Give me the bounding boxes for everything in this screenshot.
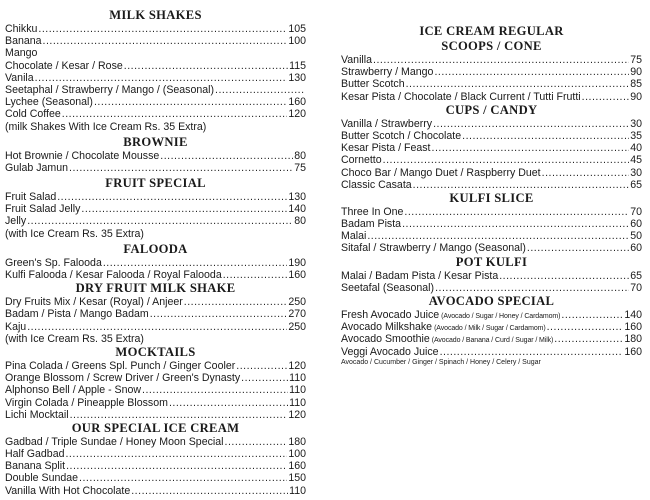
- menu-item: Strawberry / Mango ..... 90: [341, 66, 642, 78]
- menu-item: Vanilla With Hot Chocolate ..... 110: [5, 485, 306, 497]
- menu-item: Lichi Mocktail ..... 120: [5, 409, 306, 421]
- section-heading-fruit-special: FRUIT SPECIAL: [105, 176, 206, 191]
- menu-item: Sitafal / Strawberry / Mango (Seasonal) ..... 60: [341, 242, 642, 254]
- menu-item: Butter Scotch / Chocolate ..... 35: [341, 130, 642, 142]
- menu-item: Banana ..... 100: [5, 35, 306, 47]
- section-heading-brownie: BROWNIE: [123, 134, 188, 149]
- menu-item: Chikku ..... 105: [5, 23, 306, 35]
- menu-item: Vanila ..... 130: [5, 72, 306, 84]
- section-heading-milk-shakes: MILK SHAKES: [109, 8, 202, 22]
- menu-item: Avocado Smoothie (Avocado / Banana / Curd / Sugar / Milk) ..... 180: [341, 333, 642, 345]
- menu-item: Alphonso Bell / Apple - Snow ..... 110: [5, 384, 306, 396]
- menu-item: Cornetto ..... 45: [341, 154, 642, 166]
- menu-item: Double Sundae ..... 150: [5, 472, 306, 484]
- section-heading-mocktails: MOCKTAILS: [115, 344, 196, 359]
- section-heading-pot-kulfi: POT KULFI: [455, 254, 528, 269]
- menu-item: Veggi Avocado Juice ..... 160: [341, 346, 642, 358]
- menu-item: Jelly ..... 80: [5, 215, 306, 227]
- milk-shakes-list: [5, 23, 306, 133]
- section-heading-special-ice-cream: OUR SPECIAL ICE CREAM: [71, 420, 240, 435]
- menu-item: Hot Brownie / Chocolate Mousse ..... 80: [5, 150, 306, 162]
- dry-fruit-note: (with Ice Cream Rs. 35 Extra): [5, 332, 144, 345]
- menu-item: Pina Colada / Greens Spl. Punch / Ginger Cooler ..... 120: [5, 360, 306, 372]
- menu-item: Avocado Milkshake (Avocado / Milk / Sugar / Cardamom) ..... 160: [341, 321, 642, 333]
- fruit-special-note: (with Ice Cream Rs. 35 Extra): [5, 227, 144, 240]
- menu-item: Seetaphal / Strawberry / Mango / (Seasonal) .....: [5, 84, 306, 96]
- menu-item: Green's Sp. Falooda ..... 190: [5, 257, 306, 269]
- menu-item: Malai ..... 50: [341, 230, 642, 242]
- menu-item: Three In One ..... 70: [341, 206, 642, 218]
- menu-item: Vanilla ..... 75: [341, 54, 642, 66]
- avocado-ingredients-note: Avocado / Cucumber / Ginger / Spinach / Honey / Celery / Sugar: [341, 358, 541, 366]
- menu-item: Classic Casata ..... 65: [341, 179, 642, 191]
- menu-item: Chocolate / Kesar / Rose ..... 115: [5, 60, 306, 72]
- menu-item: Fruit Salad Jelly ..... 140: [5, 203, 306, 215]
- menu-item: Virgin Colada / Pineapple Blossom ..... 110: [5, 397, 306, 409]
- menu-item: Mango: [5, 47, 38, 60]
- menu-item: Half Gadbad ..... 100: [5, 448, 306, 460]
- section-heading-falooda: FALOODA: [123, 241, 188, 256]
- section-subheading-scoops-cone: SCOOPS / CONE: [441, 39, 542, 53]
- menu-item: Fruit Salad ..... 130: [5, 191, 306, 203]
- menu-item: Dry Fruits Mix / Kesar (Royal) / Anjeer ..... 250: [5, 296, 306, 308]
- menu-item: Butter Scotch ..... 85: [341, 78, 642, 90]
- menu-item: Orange Blossom / Screw Driver / Green's Dynasty ..... 110: [5, 372, 306, 384]
- menu-item: Lychee (Seasonal) ..... 160: [5, 96, 306, 108]
- menu-item: Choco Bar / Mango Duet / Raspberry Duet ..... 30: [341, 167, 642, 179]
- menu-item: Malai / Badam Pista / Kesar Pista ..... 65: [341, 270, 642, 282]
- section-heading-avocado-special: AVOCADO SPECIAL: [428, 294, 555, 308]
- menu-left-column: [5, 8, 306, 497]
- milk-shakes-note: (milk Shakes With Ice Cream Rs. 35 Extra): [5, 120, 207, 133]
- menu-item: Vanilla / Strawberry ..... 30: [341, 118, 642, 130]
- menu-item: Kesar Pista / Chocolate / Black Current / Tutti Frutti ..... 90: [341, 91, 642, 103]
- section-heading-cups-candy: CUPS / CANDY: [445, 102, 538, 117]
- section-heading-ice-cream-regular: ICE CREAM REGULAR: [419, 24, 564, 38]
- menu-item: Seetafal (Seasonal) ..... 70: [341, 282, 642, 294]
- menu-item: Kesar Pista / Feast ..... 40: [341, 142, 642, 154]
- menu-item: Badam / Pista / Mango Badam ..... 270: [5, 308, 306, 320]
- menu-item: Fresh Avocado Juice (Avocado / Sugar / Honey / Cardamom) ..... 140: [341, 309, 642, 321]
- section-heading-dry-fruit-milk-shake: DRY FRUIT MILK SHAKE: [75, 281, 236, 296]
- menu-item: Kaju ..... 250: [5, 321, 306, 333]
- section-heading-kulfi-slice: KULFI SLICE: [449, 190, 534, 205]
- menu-item: Gadbad / Triple Sundae / Honey Moon Special ..... 180: [5, 436, 306, 448]
- menu-item: Banana Split ..... 160: [5, 460, 306, 472]
- menu-item: Badam Pista ..... 60: [341, 218, 642, 230]
- menu-item: Kulfi Falooda / Kesar Falooda / Royal Falooda ..... 160: [5, 269, 306, 281]
- menu-item: Gulab Jamun ..... 75: [5, 162, 306, 174]
- menu-item: Cold Coffee ..... 120: [5, 108, 306, 120]
- menu-right-column: [341, 24, 642, 368]
